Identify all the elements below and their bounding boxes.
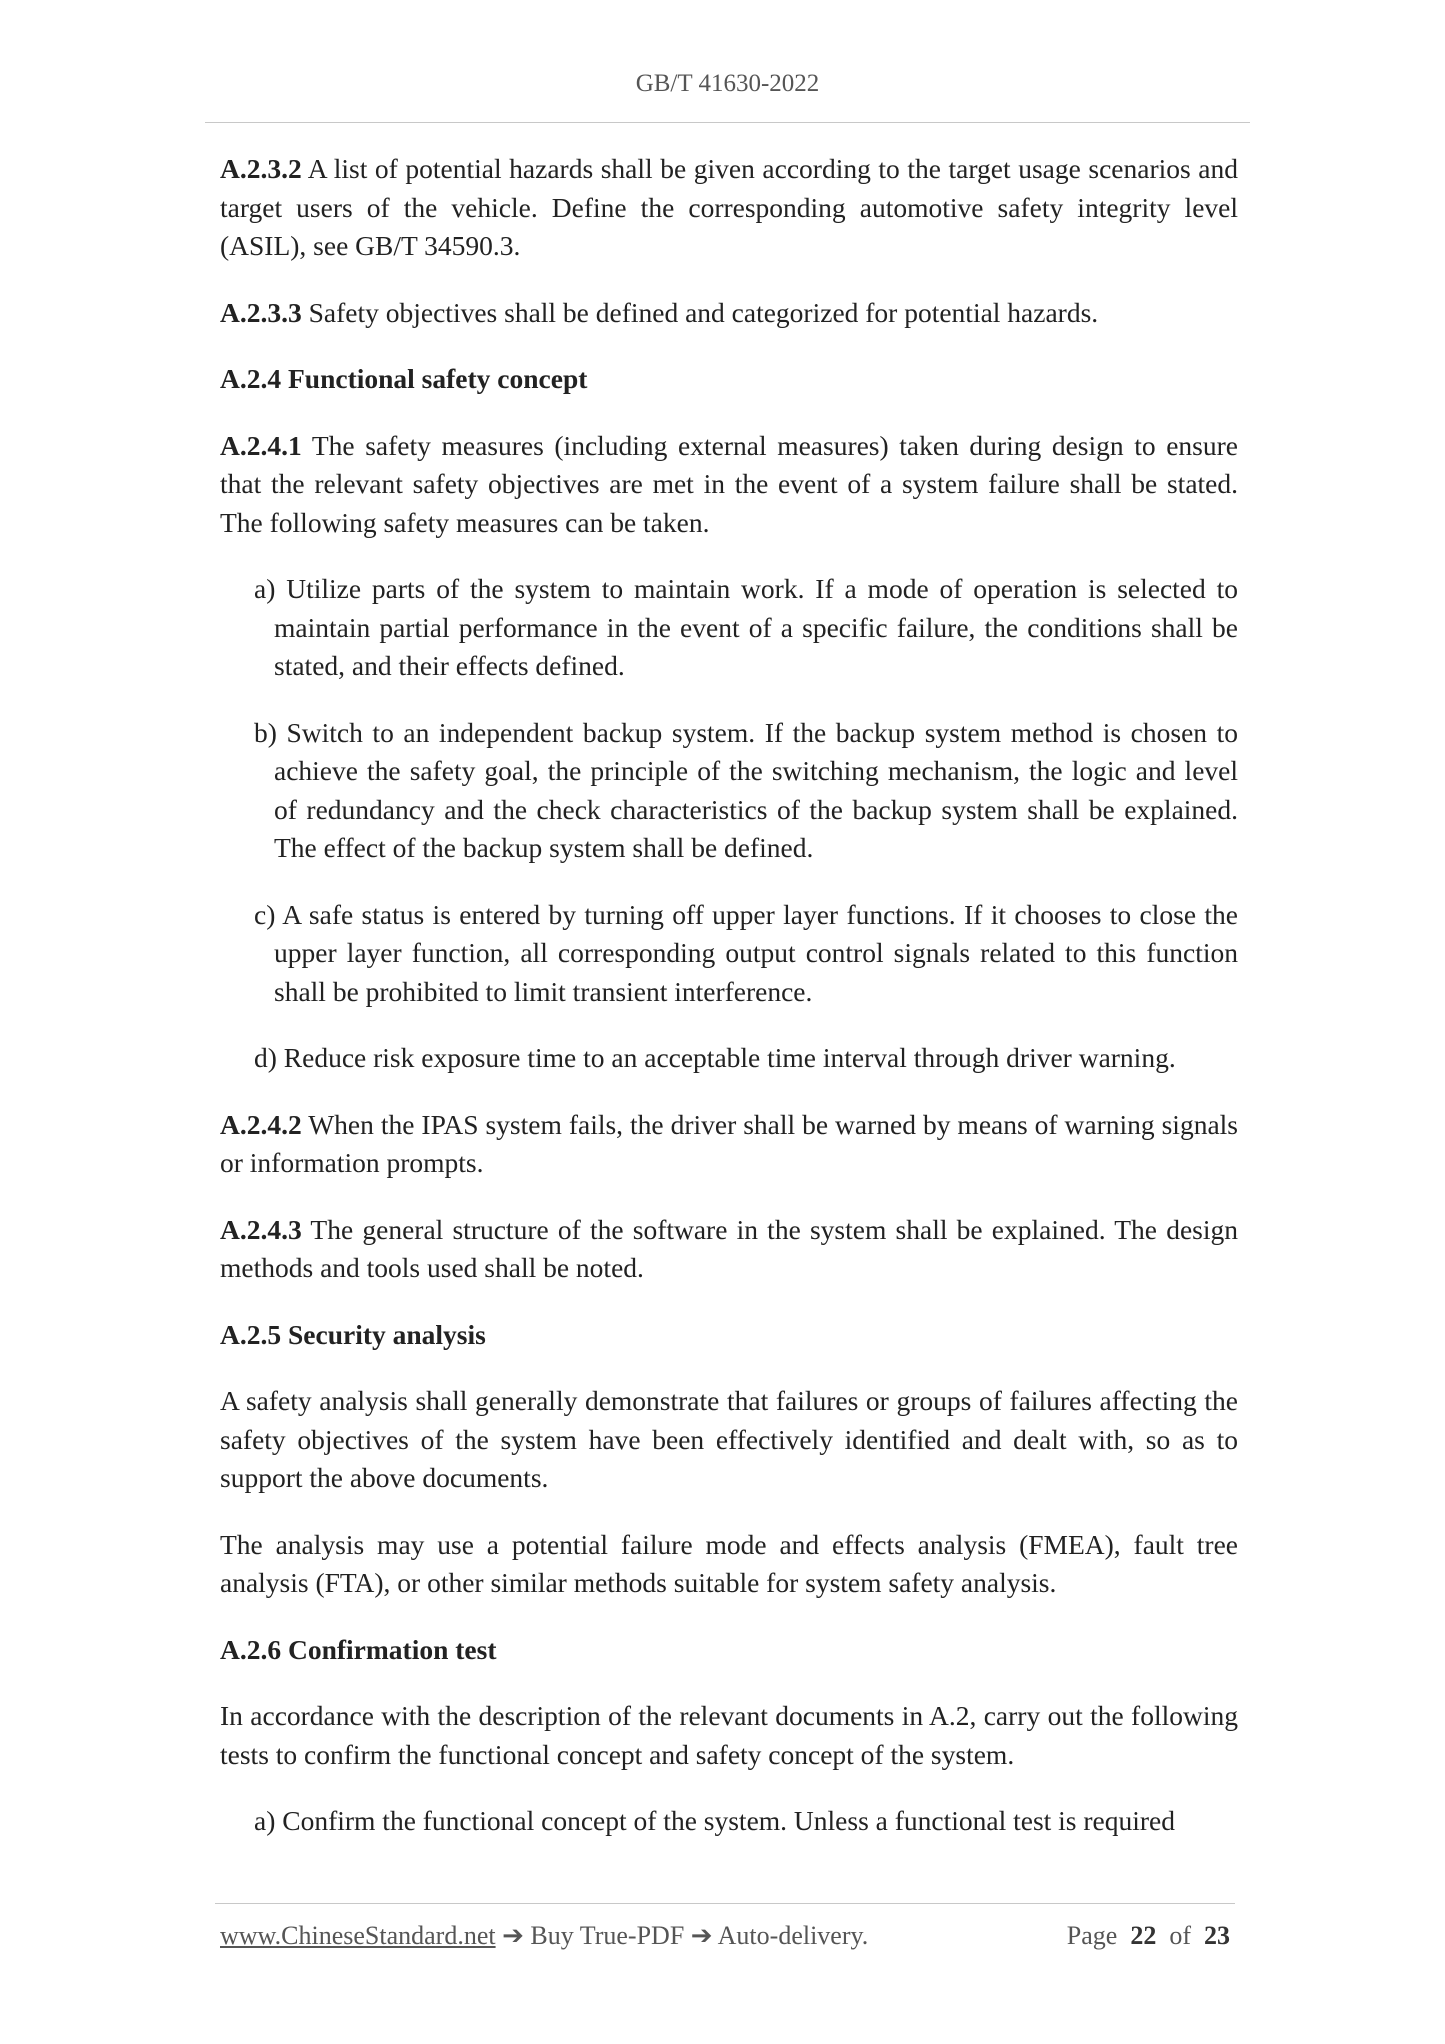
clause-number: A.2.4.2 [220,1108,302,1140]
footer-promo [220,1921,868,1951]
clause-number: A.2.3.3 [220,296,302,328]
clause-text: When the IPAS system fails, the driver shall be warned by means of warning signals or information prompts. [220,1108,1238,1178]
of-label: of [1169,1921,1191,1950]
clause-text: The safety measures (including external measures) taken during design to ensure that the relevant safety objectives are met in the event of a system failure shall be stated. The following safety measures can be taken. [220,429,1238,538]
clause-a2-4-3 [220,1211,1238,1288]
paragraph-a2-6: In accordance with the description of the relevant documents in A.2, carry out the following tests to confirm the functional concept and safety concept of the system. [220,1700,1238,1770]
clause-text: Safety objectives shall be defined and categorized for potential hazards. [301,296,1099,328]
clause-a2-3-3 [220,294,1238,333]
clause-number: A.2.4.1 [220,429,302,461]
site-link[interactable]: www.ChineseStandard.net [220,1921,496,1950]
section-heading-a2-5: A.2.5 Security analysis [220,1318,486,1350]
clause-a2-4-2 [220,1106,1238,1183]
footer-divider [215,1903,1235,1904]
total-pages-number: 23 [1204,1921,1230,1950]
buy-pdf-text: Buy True-PDF [530,1921,685,1950]
arrow-right-icon: ➔ [684,1921,718,1950]
paragraph-a2-5-b: The analysis may use a potential failure mode and effects analysis (FMEA), fault tree analysis (FTA), or other similar methods suitable for system safety analysis. [220,1528,1238,1598]
clause-a2-4-1 [220,427,1238,543]
list-item-b: b) Switch to an independent backup system. If the backup system method is chosen to achieve the safety goal, the principle of the switching mechanism, the logic and level of redundancy and the check characteristics of the backup system shall be explained. The effect of the backup system shall be defined. [254,716,1238,863]
auto-delivery-text: Auto-delivery. [717,1921,869,1950]
page-label: Page [1066,1921,1118,1950]
current-page-number: 22 [1130,1921,1157,1950]
page-header [205,70,1250,98]
document-id: GB/T 41630-2022 [635,70,820,97]
clause-number: A.2.3.2 [220,153,302,184]
list-item-a: a) Confirm the functional concept of the system. Unless a functional test is required [254,1805,1175,1836]
header-divider [205,122,1250,123]
clause-a2-3-2 [220,150,1238,266]
clause-number: A.2.4.3 [220,1213,302,1245]
clause-text: A list of potential hazards shall be given according to the target usage scenarios and target users of the vehicle. Define the corresponding automotive safety integrity level (ASIL), see GB/T 34590.3. [220,153,1238,261]
paragraph-a2-5-a: A safety analysis shall generally demonstrate that failures or groups of failures affecting the safety objectives of the system have been effectively identified and dealt with, so as to support the above documents. [220,1385,1238,1493]
list-item-c: c) A safe status is entered by turning off upper layer functions. If it chooses to close the upper layer function, all corresponding output control signals related to this function shall be prohibited to limit transient interference. [254,898,1238,1007]
section-heading-a2-6: A.2.6 Confirmation test [220,1633,497,1665]
section-heading-a2-4: A.2.4 Functional safety concept [220,363,588,394]
arrow-right-icon: ➔ [495,1921,531,1950]
page-body [220,150,1238,1869]
page-counter [1067,1921,1230,1951]
list-item-a: a) Utilize parts of the system to maintain work. If a mode of operation is selected to maintain partial performance in the event of a specific failure, the conditions shall be stated, and their effects defined. [254,573,1238,681]
list-item-d: d) Reduce risk exposure time to an acceptable time interval through driver warning. [254,1042,1176,1073]
clause-text: The general structure of the software in the system shall be explained. The design methods and tools used shall be noted. [220,1213,1238,1283]
